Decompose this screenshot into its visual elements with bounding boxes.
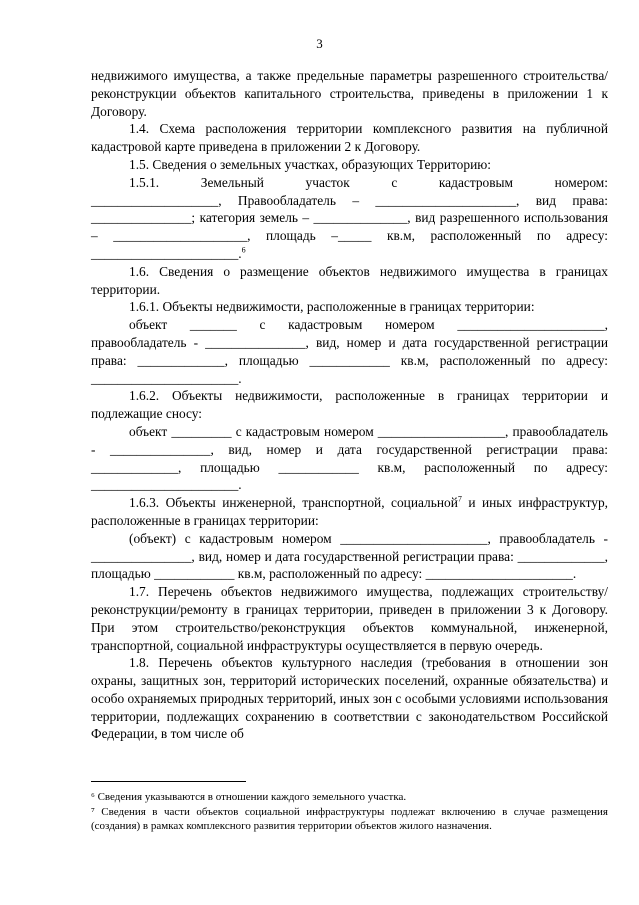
footnote-7: ⁷ Сведения в части объектов социальной инфраструктуры подлежат включению в случае размещения (создания) в рамках комплексного развития территории объектов жилого назначения.	[91, 805, 608, 833]
footnote-6: ⁶ Сведения указываются в отношении каждого земельного участка.	[91, 791, 407, 803]
paragraph-1-6-2-fields: объект _________ с кадастровым номером ___________________, правообладатель - _______________, вид, номер и дата государственной регистрации права: _____________, площадью ____________ кв.м, расположенный по адресу: ______________________.	[91, 423, 608, 493]
paragraph-1-5-1-fields	[91, 192, 608, 263]
paragraph-1-6-3-fields: (объект) с кадастровым номером ______________________, правообладатель - _______________, вид, номер и дата государственной регистрации права: _____________, площадью ____________ кв.м, расположенный по адресу: ______________________.	[91, 530, 608, 582]
footnote-mark-7: 7	[457, 494, 462, 504]
paragraph-1-6-3-text-b: и иных инфраструктур, расположенные в границах территории:	[91, 495, 608, 528]
paragraph-1-5: 1.5. Сведения о земельных участках, образующих Территорию:	[129, 156, 491, 172]
paragraph-1-5-1-heading: 1.5.1. Земельный участок с кадастровым номером:	[129, 174, 608, 190]
paragraph-1-6-2-heading: 1.6.2. Объекты недвижимости, расположенные в границах территории и подлежащие сносу:	[91, 388, 608, 422]
paragraph-1-6: 1.6. Сведения о размещение объектов недвижимого имущества в границах территории.	[91, 263, 608, 297]
paragraph-1-8: 1.8. Перечень объектов культурного наследия (требования в отношении зон охраны, защитных зон, территорий исторических поселений, охранные обязательства) и особо охраняемых природных территорий, иных зон с особыми условиями использования территории, подлежащих сохранению в соответствии с законодательством Российской Федерации, в том числе об	[91, 655, 608, 742]
paragraph-1-7: 1.7. Перечень объектов недвижимого имущества, подлежащих строительству/реконструкции/ремонту в границах территории, приведен в приложении 3 к Договору. При этом строительство/реконструкция объектов коммунальной, инженерной, транспортной, социальной инфраструктуры осуществляется в первую очередь.	[91, 584, 608, 653]
paragraph-intro: недвижимого имущества, а также предельные параметры разрешенного строительства/реконструкции объектов капитального строительства, приведены в приложении 1 к Договору.	[91, 68, 608, 119]
footnote-mark-6: 6	[241, 245, 246, 255]
paragraph-1-6-3-heading	[91, 494, 608, 530]
paragraph-1-5-1-text: ___________________, Правообладатель – _____________________, вид права: _______________; категория земель – ______________, вид разрешенного использования – ____________________, площадь –_____ кв.м, расположенный по адресу: ______________________.	[91, 192, 608, 261]
footnotes	[91, 790, 608, 834]
paragraph-1-6-1-heading: 1.6.1. Объекты недвижимости, расположенные в границах территории:	[129, 299, 535, 315]
footnote-separator	[91, 781, 246, 782]
paragraph-1-4: 1.4. Схема расположения территории комплексного развития на публичной кадастровой карте приведена в приложении 2 к Договору.	[91, 121, 608, 155]
document-body	[91, 67, 608, 743]
paragraph-1-6-3-text-a: 1.6.3. Объекты инженерной, транспортной, социальной	[129, 495, 458, 511]
paragraph-1-6-1-fields: объект _______ с кадастровым номером ______________________, правообладатель - _______________, вид, номер и дата государственной регистрации права: _____________, площадью ____________ кв.м, расположенный по адресу: ______________________.	[91, 317, 608, 386]
page-number: 3	[316, 36, 323, 51]
